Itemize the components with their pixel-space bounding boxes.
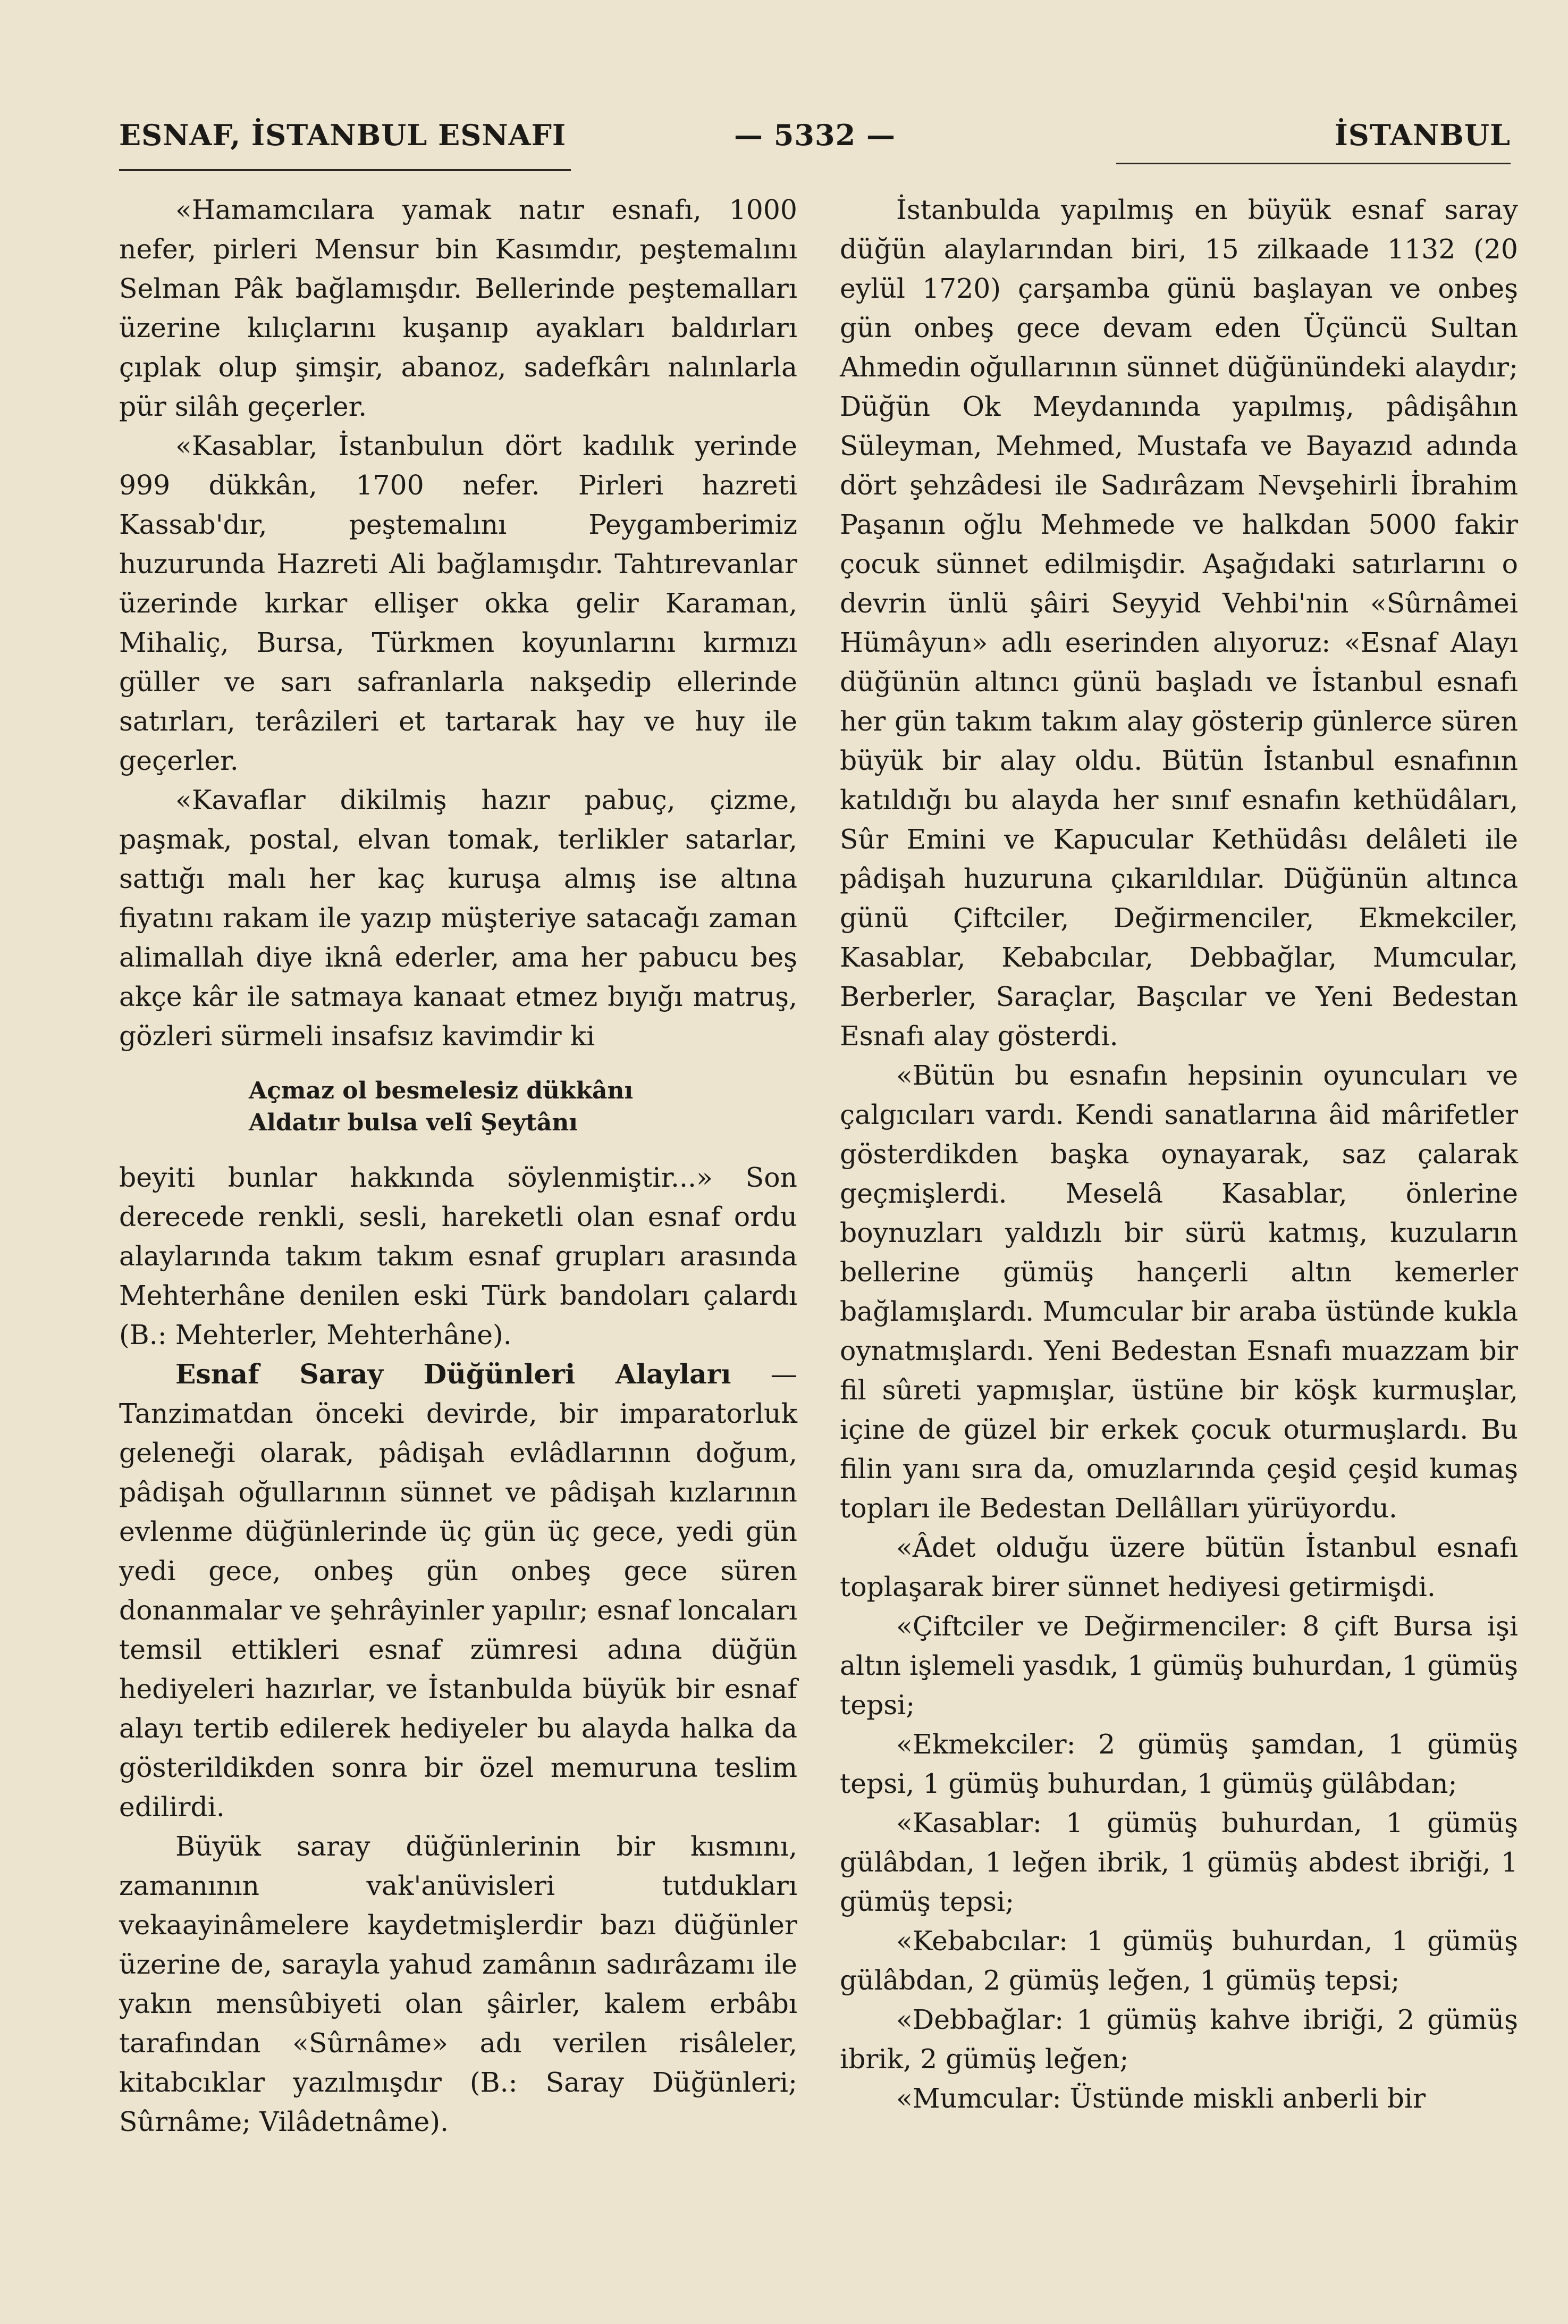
paragraph-en-buyuk-alay: İstanbulda yapılmış en büyük esnaf saray düğün alaylarından biri, 15 zilkaade 1132 (20 eylül 1720) çarşamba günü başlayan ve onbeş gün onbeş gece devam eden Üçüncü Sultan Ahmedin oğullarının sünnet düğünündeki alaydır; Düğün Ok Meydanında yapılmış, pâdişâhın Süleyman, Mehmed, Mustafa ve Bayazıd adında dört şehzâdesi ile Sadırâzam Nevşehirli İbrahim Paşanın oğlu Mehmede ve halkdan 5000 fakir çocuk sünnet edilmişdir. Aşağıdaki satırlarını o devrin ünlü şâiri Seyyid Vehbi'nin «Sûrnâmei Hümâyun» adlı eserinden alıyoruz: «Esnaf Alayı düğünün altıncı günü başladı ve İstanbul esnafı her gün takım takım alay gösterip günlerce süren büyük bir alay oldu. Bütün İstanbul esnafının katıldığı bu alayda her sınıf esnafın kethüdâları, Sûr Emini ve Kapucular Kethüdâsı delâleti ile pâdişah huzuruna çıkarıldılar. Düğünün altınca günü Çiftciler, Değirmenciler, Ekmekciler, Kasablar, Kebabcılar, Debbağlar, Mumcular, Berberler, Saraçlar, Başcılar ve Yeni Bedestan Esnafı alay gösterdi. xyxy=(840,194,1518,1052)
right-column xyxy=(840,190,1518,2118)
paragraph-beyiti: beyiti bunlar hakkında söylenmiştir...» Son derecede renkli, sesli, hareketli olan esnaf ordu alaylarında takım takım esnaf grupları arasında Mehterhâne denilen eski Türk bandoları çalardı (B.: Mehterler, Mehterhâne). xyxy=(119,1162,797,1350)
paragraph-hamamcilar: «Hamamcılara yamak natır esnafı, 1000 nefer, pirleri Mensur bin Kasımdır, peştemalını Selman Pâk bağlamışdır. Bellerinde peştemalları üzerine kılıçlarını kuşanıp ayakları baldırları çıplak olup şimşir, abanoz, sadefkârı nalınlarla pür silâh geçerler. xyxy=(119,194,797,422)
paragraph-kebabcilar: «Kebabcılar: 1 gümüş buhurdan, 1 gümüş gülâbdan, 2 gümüş leğen, 1 gümüş tepsi; xyxy=(840,1925,1518,1996)
section-heading-text: — Tanzimatdan önceki devirde, bir imparatorluk geleneği olarak, pâdişah evlâdlarının doğum, pâdişah oğullarının sünnet ve pâdişah kızlarının evlenme düğünlerinde üç gün üç gece, yedi gün yedi gece, onbeş gün onbeş gece süren donanmalar ve şehrâyinler yapılır; esnaf loncaları temsil ettikleri esnaf zümresi adına düğün hediyeleri hazırlar, ve İstanbulda büyük bir esnaf alayı tertib edilerek hediyeler bu alayda halka da gösterildikden sonra bir özel memuruna teslim edilirdi. xyxy=(119,1358,797,1823)
paragraph-kavaflar: «Kavaflar dikilmiş hazır pabuç, çizme, paşmak, postal, elvan tomak, terlikler satarlar, sattığı malı her kaç kuruşa almış ise altına fiyatını rakam ile yazıp müşteriye satacağı zaman alimallah diye iknâ ederler, ama her pabucu beş akçe kâr ile satmaya kanaat etmez bıyığı matruş, gözleri sürmeli insafsız kavimdir ki xyxy=(119,784,797,1052)
paragraph-saray-dugunleri xyxy=(119,1355,797,1827)
paragraph-adet: «Âdet olduğu üzere bütün İstanbul esnafı toplaşarak birer sünnet hediyesi getirmişdi. xyxy=(840,1532,1518,1603)
verse-line-1: Açmaz ol besmelesiz dükkânı xyxy=(249,1077,634,1104)
paragraph-kasablar-hediye: «Kasablar: 1 gümüş buhurdan, 1 gümüş gülâbdan, 1 leğen ibrik, 1 gümüş abdest ibriği, 1 gümüş tepsi; xyxy=(840,1807,1518,1917)
paragraph-oyuncular: «Bütün bu esnafın hepsinin oyuncuları ve çalgıcıları vardı. Kendi sanatlarına âid mârifetler gösterdikden başka oynayarak, saz çalarak geçmişlerdi. Meselâ Kasablar, önlerine boynuzları yaldızlı bir sürü katmış, kuzuların bellerine gümüş hançerli altın kemerler bağlamışlardı. Mumcular bir araba üstünde kukla oynatmışlardı. Yeni Bedestan Esnafı muazzam bir fil sûreti yapmışlar, üstüne bir köşk kurmuşlar, içine de güzel bir erkek çocuk oturmuşlardı. Bu filin yanı sıra da, omuzlarında çeşid çeşid kumaş topları ile Bedestan Dellâlları yürüyordu. xyxy=(840,1060,1518,1524)
section-heading: Esnaf Saray Düğünleri Alayları xyxy=(175,1358,731,1390)
header-rule-right xyxy=(1116,163,1511,164)
running-header xyxy=(119,111,1511,158)
paragraph-ekmekciler: «Ekmekciler: 2 gümüş şamdan, 1 gümüş tepsi, 1 gümüş buhurdan, 1 gümüş gülâbdan; xyxy=(840,1729,1518,1799)
verse-couplet xyxy=(249,1075,797,1139)
paragraph-mumcular: «Mumcular: Üstünde miskli anberli bir xyxy=(896,2083,1426,2114)
header-right-title: İSTANBUL xyxy=(1334,118,1511,152)
page-number: — 5332 — xyxy=(734,118,896,152)
paragraph-kasablar: «Kasablar, İstanbulun dört kadılık yerinde 999 dükkân, 1700 nefer. Pirleri hazreti Kassab'dır, peştemalını Peygamberimiz huzurunda Hazreti Ali bağlamışdır. Tahtırevanlar üzerinde kırkar ellişer okka gelir Karaman, Mihaliç, Bursa, Türkmen koyunlarını kırmızı güller ve sarı safranlarla nakşedip ellerinde satırları, terâzileri et tartarak hay ve huy ile geçerler. xyxy=(119,430,797,776)
verse-line-2: Aldatır bulsa velî Şeytânı xyxy=(249,1109,578,1136)
header-rule-left xyxy=(119,169,571,171)
left-column xyxy=(119,190,797,2142)
paragraph-ciftciler: «Çiftciler ve Değirmenciler: 8 çift Bursa işi altın işlemeli yasdık, 1 gümüş buhurdan, 1 gümüş tepsi; xyxy=(840,1610,1518,1721)
header-left-title: ESNAF, İSTANBUL ESNAFI xyxy=(119,118,567,152)
paragraph-debbaglar: «Debbağlar: 1 gümüş kahve ibriği, 2 gümüş ibrik, 2 gümüş leğen; xyxy=(840,2004,1518,2075)
paragraph-buyuk-saray: Büyük saray düğünlerinin bir kısmını, zamanının vak'anüvisleri tutdukları vekaayinâmelere kaydetmişlerdir bazı düğünler üzerine de, sarayla yahud zamânın sadırâzamı ile yakın mensûbiyeti olan şâirler, kalem erbâbı tarafından «Sûrnâme» adı verilen risâleler, kitabcıklar yazılmışdır (B.: Saray Düğünleri; Sûrnâme; Vilâdetnâme). xyxy=(119,1831,797,2137)
